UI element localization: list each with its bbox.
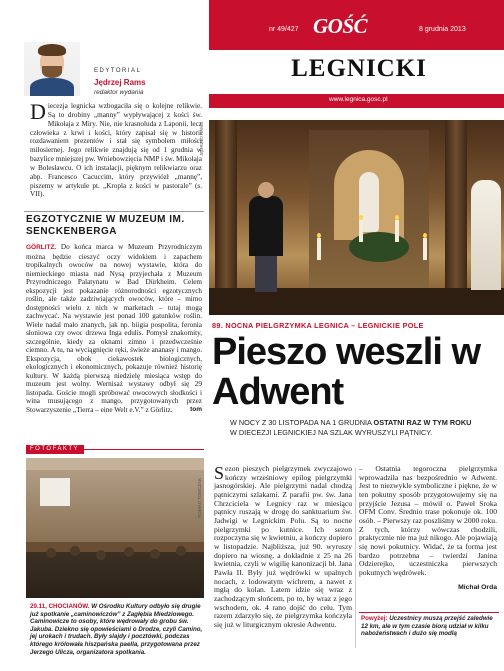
issue-number: nr 49/427 — [269, 26, 299, 33]
egzotyczne-body: Do końca marca w Muzeum Przyrodniczym można będzie cieszyć oczy widokiem i zapachem tropikalnych owoców na nowej wystawie, która do niemieckiego miasta nad Nysą przyjechała z Muzeum Przyrodniczego Palatynatu w Bad Dürkheim. Celem ekspozycji jest pokazanie różnorodności egzotycznych roślin, ale także zadziwiających owoców, które – mimo dostępności wielu z nich w marketach – tutaj mogą zachwycać. Na wystawie jest ponad 100 gatunków roślin. Wiele nadal mało znanych, jak np. biigia pospolita, feronia słoniowa czy owoc drzewa Inga edulis. Pomysł znakomity, szczególnie, kiedy za oknami zimno i przedwcześnie ciemno. A tu, na wyciągnięcie ręki, świeże ananasy i mango. Ekspozycja, obok ciekawostek biologicznych, ekologicznych i ekonomicznych, pokazuje również historię kultury. W każdą pierwszą niedzielę miesiąca wstęp do muzeum jest wolny. Wernisaż wystawy odbył się 29 listopada. Goście mogli spróbować owocowych słodkości i wina musującego z mango, przygotowanych przez Stowarzyszenie „Tierra – eine Welt e.V.” z Görlitz. — [26, 243, 202, 414]
lead-part-1: W NOCY Z 30 LISTOPADA NA 1 GRUDNIA — [230, 418, 374, 427]
fotofakty-caption-body: W Ośrodku Kultury odbyło się drugie już spotkanie „caminowiczów” z Zagłębia Miedziowego. Caminowicze to osoby, które wędrowały do grobu św. Jakuba. Dziekno się opowieściami o Drodze, czyli Camino, jej urokach i trudach. Były slajdy i pocztówki, podczas którego królowała hiszpańska paella, przygotowana przez Jerzego Ulicza, organizatora spotkania. — [30, 603, 203, 656]
lead-part-3: W DIECEZJI LEGNICKIEJ NA SZLAK WYRUSZYLI PĄTNICY. — [230, 428, 433, 437]
main-photo — [209, 120, 504, 315]
masthead — [209, 0, 504, 108]
photo-caption-lead: Powyżej: — [361, 615, 388, 622]
lead-part-2: OSTATNI RAZ W TYM ROKU — [373, 418, 472, 427]
fotofakty-caption-lead: 29.11, CHOCIANÓW. — [30, 603, 90, 610]
section-divider — [24, 211, 204, 212]
editorial-body: iecezja legnicka wzbogaciła się o kolejne relikwie. Są to drobiny „manny” wypływającej z kości św. Mikołaja z Miry. Nie, nie krasnoluda z Laponii, lecz człowieka z krwi i kości, który zapisał się w historii rozdawaniem prezentów i stał się symbolem miłości miłosiernej. Jego relikwie znajdują się od 1 grudnia w bazylice mniejszej pw. Wniebowzięcia NMP i św. Mikołaja w Bolesławcu. O ich instalacji, pięknym relikwiarzu oraz abp. Francesco Cacuccim, który przywiózł „mannę”, piszemy w artykule pt. „Kropla z kości w pastorale” (s. VII). — [30, 102, 202, 199]
egzotyczne-text — [26, 243, 202, 414]
article-column-2-text: – Ostatnia tegoroczna pielgrzymka wprowadziła nas bezpośrednio w Adwent. Jest to niezwykle symboliczne i piękne, że w ten pokutny sposób przygotowujemy się na przyjście Jezusa – mówił o. Paweł Sroka OFM Conv. Średnio trase pokonuje ok. 100 osób. – Pierwszy raz poszliśmy w 2000 roku. Z tych, którzy wówczas chodzili, praktycznie nie ma już nikogo. Ale pojawiają się nowi pokutnicy. Widać, że ta forma jest bardzo potrzebna – twierdzi Janina Odzierejko, uczestniczka pierwszych pokutnych wędrówek. — [359, 464, 497, 577]
edition-url[interactable]: www.legnica.gosc.pl — [329, 96, 388, 103]
fotofakty-photo — [26, 458, 204, 598]
fotofakty-label: FOTOFAKTY — [26, 445, 84, 454]
article-column-2 — [359, 465, 497, 592]
photo-caption — [361, 615, 499, 638]
edition-title: LEGNICKI — [291, 55, 427, 82]
article-author: Michał Orda — [458, 583, 497, 591]
article-lead — [230, 418, 480, 438]
projection-screen — [40, 478, 70, 506]
editorial-text — [30, 99, 202, 199]
article-dropcap: S — [214, 463, 225, 483]
article-kicker: 89. NOCNA PIELGRZYMKA LEGNICA – LEGNICKIE POLE — [212, 321, 424, 330]
fotofakty-caption — [30, 603, 204, 656]
egzotyczne-author: tom — [190, 405, 202, 413]
main-photo-credit: JĘDRZEJ RAMS — [199, 122, 204, 157]
editorial-label: EDYTORIAL — [94, 68, 142, 74]
egzotyczne-place: GÖRLITZ. — [26, 244, 57, 251]
column-divider — [355, 468, 356, 648]
fotofakty-credit: ROMAN TOMCZAK — [197, 478, 202, 518]
egzotyczne-title: EGZOTYCZNIE W MUZEUM IM. SENCKENBERGA — [26, 214, 185, 237]
editor-name: Jędrzej Rams — [94, 78, 146, 87]
article-column-1-text: ezon pieszych pielgrzymek zwyczajowo kończy wrześniowy epilog pielgrzymki jasnogórskiej. Ale pielgrzymi nadal chodzą pątniczymi szlakami. Z parafii pw. św. Jana Chrzciciela w Legnicy raz w miesiącu pątnicy ruszają w drogę do sanktuarium św. Jadwigi w Legnickim Polu. Są to nocne pielgrzymki po kutnice. Ich sezon rozpoczyna się w kwietniu, a kończy dopiero w listopadzie. Najbliższa, już 90. wyruszy dopiero na wiosnę, a dokładnie z 25 na 26 kwietnia, czyli w wigilię kanonizacji bł. Jana Pawła II. Były już wędrówki w upalnych nocach, z lodowatym wichrem, a nawet z mgłą do kolan. Latem idzie się wraz z zachodzącym słońcem, po to, by wraz z jego wschodem, ok. 4 rano dojść do celu. Tym razem zdarzyło się, że pielgrzymka kończyła się już w liturgicznym okresie Adwentu. — [214, 464, 352, 629]
editor-avatar — [24, 42, 80, 96]
aside-rule — [359, 612, 499, 613]
editor-role: redaktor wydania — [94, 89, 144, 96]
fotofakty-rule — [84, 449, 204, 450]
editorial-dropcap: D — [30, 99, 46, 124]
article-column-1 — [214, 465, 352, 629]
magazine-logo: GOŚĆ — [313, 14, 368, 38]
photo-caption-body: Uczestnicy muszą przejść zaledwie 12 km, ale w tym czasie biorą udział w kilku nabożeństwach i dużo się modlą — [361, 615, 493, 638]
article-headline: Pieszo weszli w Adwent — [212, 331, 480, 413]
issue-date: 8 grudnia 2013 — [419, 26, 466, 33]
